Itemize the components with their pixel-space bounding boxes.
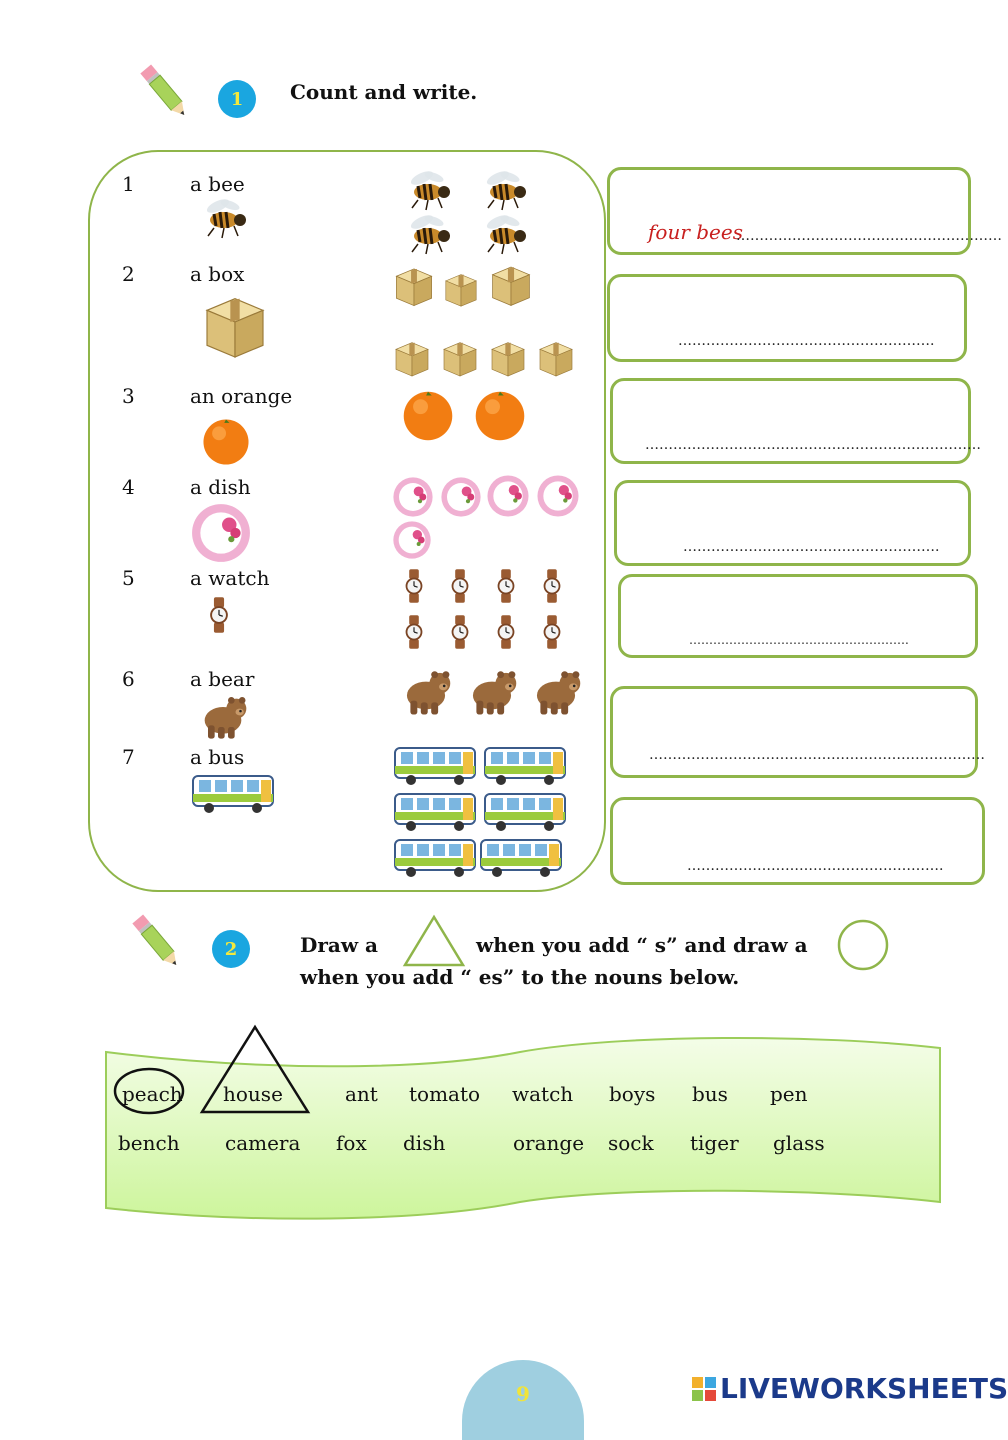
answer-box-1[interactable] (607, 167, 1002, 255)
section-number-badge: 1 (218, 80, 256, 118)
liveworksheets-logo-icon (692, 1377, 716, 1401)
orange-icon (472, 388, 528, 444)
count-group-dishes (390, 474, 584, 560)
box-icon (440, 340, 480, 380)
watch-icon (488, 564, 524, 608)
box-icon (442, 272, 480, 310)
box-icon (488, 340, 528, 380)
noun-word[interactable]: camera (225, 1131, 301, 1155)
dish-icon (392, 476, 434, 518)
bear-icon (194, 692, 252, 742)
watch-icon (488, 610, 524, 654)
answer-box-4[interactable] (614, 480, 971, 566)
noun-word[interactable]: house (223, 1082, 283, 1106)
watch-icon (534, 564, 570, 608)
noun-word[interactable]: tiger (690, 1131, 739, 1155)
row-number: 5 (122, 566, 135, 590)
orange-icon (200, 416, 252, 468)
brand-name: LIVEWORKSHEETS (720, 1372, 1008, 1405)
example-triangle-mark (198, 1024, 312, 1116)
noun-word[interactable]: tomato (409, 1082, 481, 1106)
circle-icon (836, 918, 890, 972)
bee-icon (194, 198, 254, 242)
watch-icon (396, 564, 432, 608)
row-number: 3 (122, 384, 135, 408)
bee-icon (398, 170, 458, 214)
answer-box-6[interactable] (610, 686, 985, 778)
page-number: 9 (462, 1360, 584, 1440)
answer-dots: ……………………………………………………………… (649, 747, 985, 763)
bus-icon (392, 834, 478, 880)
bus-icon (392, 788, 478, 834)
bus-icon (190, 770, 276, 816)
answer-box-3[interactable] (610, 378, 981, 464)
bear-icon (396, 666, 456, 718)
box-icon (536, 340, 576, 380)
row-number: 7 (122, 745, 135, 769)
bear-icon (528, 666, 584, 718)
answer-box-2[interactable] (607, 274, 967, 362)
box-icon (488, 264, 534, 310)
bus-icon (482, 742, 568, 788)
noun-word[interactable]: watch (512, 1082, 574, 1106)
pencil-icon (132, 912, 182, 972)
dish-icon (392, 520, 432, 560)
watch-icon (534, 610, 570, 654)
noun-word[interactable]: bench (118, 1131, 180, 1155)
answer-dots: ……………………………………………………………… (645, 437, 981, 453)
count-group-buses (392, 740, 572, 882)
count-group-bears (396, 664, 586, 720)
box-icon (200, 294, 270, 364)
answer-dots: ………………………………………………. (678, 333, 935, 349)
row-word: a bus (190, 745, 245, 769)
bus-icon (482, 788, 568, 834)
answer-dots: ………………………………………………. (687, 858, 944, 874)
example-circle-mark (112, 1066, 186, 1116)
count-group-boxes (390, 262, 580, 386)
row-word: a bee (190, 172, 245, 196)
watch-icon (200, 592, 238, 638)
brand-logo[interactable] (692, 1372, 1008, 1405)
row-word: a bear (190, 667, 255, 691)
noun-word[interactable]: orange (513, 1131, 585, 1155)
dish-icon (440, 476, 482, 518)
answer-dots: ………………………………………………. (683, 539, 940, 555)
box-icon (392, 266, 436, 310)
bear-icon (462, 666, 522, 718)
pencil-icon (140, 62, 190, 122)
row-number: 2 (122, 262, 135, 286)
row-word: a box (190, 262, 245, 286)
row-number: 6 (122, 667, 135, 691)
instruction-part1: Draw a (300, 933, 378, 957)
row-word: a watch (190, 566, 270, 590)
row-word: a dish (190, 475, 251, 499)
section-number-badge: 2 (212, 930, 250, 968)
count-group-oranges (396, 386, 536, 448)
triangle-icon (402, 914, 466, 968)
row-number: 4 (122, 475, 135, 499)
section-instruction: Count and write. (290, 80, 478, 104)
bee-icon (398, 214, 458, 258)
box-icon (392, 340, 432, 380)
dish-icon (536, 474, 580, 518)
dish-icon (190, 502, 252, 564)
dish-icon (486, 474, 530, 518)
bus-icon (392, 742, 478, 788)
row-word: an orange (190, 384, 293, 408)
noun-word[interactable]: fox (336, 1131, 367, 1155)
row-number: 1 (122, 172, 135, 196)
answer-dots: ………………………………………………. (689, 633, 909, 647)
noun-word[interactable]: pen (770, 1082, 808, 1106)
answer-box-5[interactable] (618, 574, 978, 658)
watch-icon (396, 610, 432, 654)
orange-icon (400, 388, 456, 444)
bus-icon (478, 834, 564, 880)
watch-icon (442, 564, 478, 608)
answer-dots: ………………………………………………… (736, 228, 1002, 244)
noun-word[interactable]: peach (122, 1082, 183, 1106)
count-group-bees (394, 168, 564, 260)
bee-icon (474, 214, 534, 258)
noun-word[interactable]: glass (773, 1131, 825, 1155)
watch-icon (442, 610, 478, 654)
instruction-part2: when you add “ s” and draw a (476, 933, 808, 957)
noun-word[interactable]: dish (403, 1131, 446, 1155)
answer-box-7[interactable] (610, 797, 985, 885)
noun-word[interactable]: sock (608, 1131, 654, 1155)
noun-word[interactable]: bus (692, 1082, 728, 1106)
noun-word[interactable]: ant (345, 1082, 378, 1106)
answer-text: four bees (648, 220, 743, 244)
noun-word[interactable]: boys (609, 1082, 656, 1106)
bee-icon (474, 170, 534, 214)
instruction-line2: when you add “ es” to the nouns below. (300, 965, 740, 989)
count-group-watches (396, 564, 576, 658)
